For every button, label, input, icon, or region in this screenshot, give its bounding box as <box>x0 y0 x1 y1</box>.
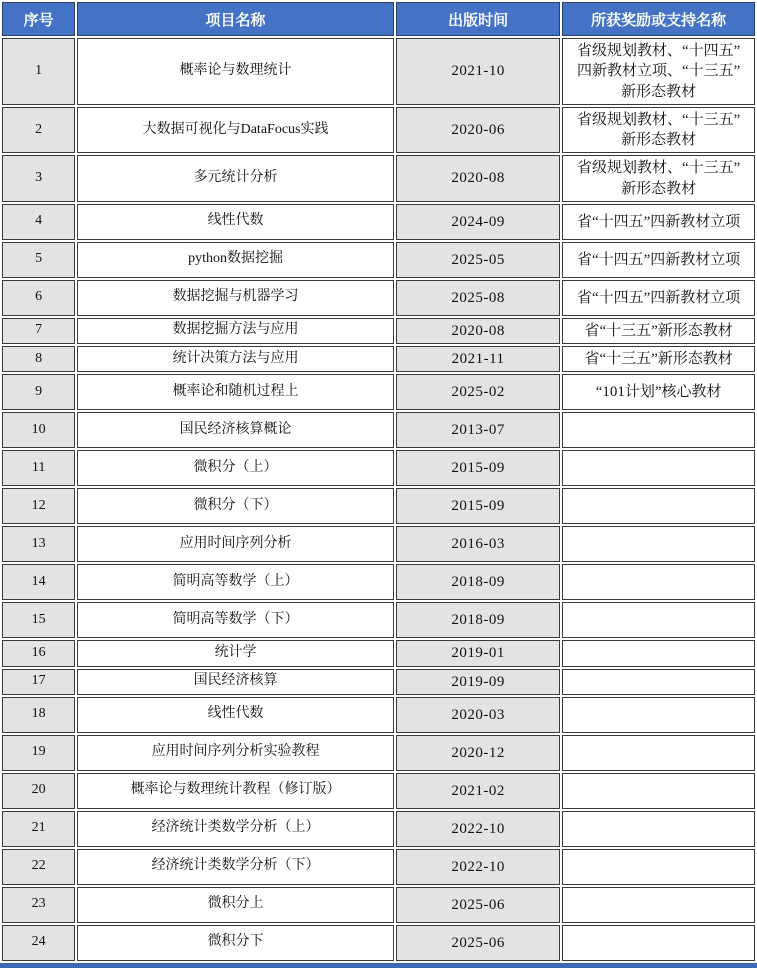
cell-award: 省“十三五”新形态教材 <box>562 318 755 344</box>
table-row <box>2 735 755 771</box>
table-row <box>2 811 755 847</box>
table-row <box>2 412 755 448</box>
cell-publish-date: 2025-06 <box>396 925 560 961</box>
cell-publish-date: 2020-03 <box>396 697 560 733</box>
table-row <box>2 346 755 372</box>
cell-project-name: 概率论与数理统计教程（修订版） <box>77 773 394 809</box>
cell-publish-date: 2019-09 <box>396 669 560 695</box>
cell-publish-date: 2022-10 <box>396 811 560 847</box>
cell-project-name: 多元统计分析 <box>77 155 394 202</box>
cell-award <box>562 669 755 695</box>
partial-next-row-bar <box>0 963 757 968</box>
cell-index: 2 <box>2 107 75 154</box>
cell-publish-date: 2018-09 <box>396 602 560 638</box>
cell-publish-date: 2020-12 <box>396 735 560 771</box>
cell-index: 7 <box>2 318 75 344</box>
table-row <box>2 887 755 923</box>
cell-project-name: 微积分上 <box>77 887 394 923</box>
table-row <box>2 925 755 961</box>
table-row <box>2 640 755 666</box>
cell-publish-date: 2020-06 <box>396 107 560 154</box>
cell-index: 20 <box>2 773 75 809</box>
cell-index: 12 <box>2 488 75 524</box>
header-index: 序号 <box>2 2 75 36</box>
cell-project-name: 线性代数 <box>77 697 394 733</box>
cell-index: 10 <box>2 412 75 448</box>
cell-project-name: 大数据可视化与DataFocus实践 <box>77 107 394 154</box>
cell-index: 13 <box>2 526 75 562</box>
cell-project-name: 简明高等数学（上） <box>77 564 394 600</box>
cell-project-name: 国民经济核算 <box>77 669 394 695</box>
cell-index: 16 <box>2 640 75 666</box>
cell-publish-date: 2015-09 <box>396 450 560 486</box>
cell-project-name: 经济统计类数学分析（上） <box>77 811 394 847</box>
table-row <box>2 669 755 695</box>
cell-project-name: 统计决策方法与应用 <box>77 346 394 372</box>
cell-publish-date: 2016-03 <box>396 526 560 562</box>
cell-award <box>562 849 755 885</box>
table-row <box>2 155 755 202</box>
cell-index: 9 <box>2 374 75 410</box>
table-row <box>2 849 755 885</box>
cell-award <box>562 887 755 923</box>
cell-publish-date: 2024-09 <box>396 204 560 240</box>
cell-award: 省“十四五”四新教材立项 <box>562 242 755 278</box>
cell-award <box>562 640 755 666</box>
cell-project-name: 应用时间序列分析实验教程 <box>77 735 394 771</box>
header-project-name: 项目名称 <box>77 2 394 36</box>
cell-index: 23 <box>2 887 75 923</box>
cell-index: 4 <box>2 204 75 240</box>
cell-publish-date: 2013-07 <box>396 412 560 448</box>
cell-index: 3 <box>2 155 75 202</box>
cell-index: 5 <box>2 242 75 278</box>
table-row <box>2 38 755 105</box>
table-body <box>2 38 755 961</box>
cell-publish-date: 2025-05 <box>396 242 560 278</box>
cell-project-name: 简明高等数学（下） <box>77 602 394 638</box>
cell-award <box>562 488 755 524</box>
cell-award: 省级规划教材、“十三五”新形态教材 <box>562 107 755 154</box>
cell-publish-date: 2021-11 <box>396 346 560 372</box>
cell-award: “101计划”核心教材 <box>562 374 755 410</box>
cell-index: 15 <box>2 602 75 638</box>
cell-project-name: 数据挖掘与机器学习 <box>77 280 394 316</box>
cell-award: 省级规划教材、“十三五”新形态教材 <box>562 155 755 202</box>
cell-index: 21 <box>2 811 75 847</box>
cell-award <box>562 602 755 638</box>
table-row <box>2 488 755 524</box>
cell-award: 省“十四五”四新教材立项 <box>562 280 755 316</box>
table-row <box>2 602 755 638</box>
table-row <box>2 773 755 809</box>
table-row <box>2 318 755 344</box>
cell-award <box>562 564 755 600</box>
cell-project-name: 概率论与数理统计 <box>77 38 394 105</box>
cell-award: 省“十三五”新形态教材 <box>562 346 755 372</box>
cell-index: 1 <box>2 38 75 105</box>
cell-publish-date: 2015-09 <box>396 488 560 524</box>
cell-index: 17 <box>2 669 75 695</box>
cell-project-name: 统计学 <box>77 640 394 666</box>
table-row <box>2 374 755 410</box>
cell-award <box>562 925 755 961</box>
cell-award <box>562 811 755 847</box>
cell-publish-date: 2025-02 <box>396 374 560 410</box>
table-row <box>2 450 755 486</box>
cell-project-name: 微积分（下） <box>77 488 394 524</box>
table-header-row <box>2 2 755 36</box>
cell-project-name: 微积分（上） <box>77 450 394 486</box>
table-row <box>2 697 755 733</box>
table-row <box>2 204 755 240</box>
cell-project-name: 经济统计类数学分析（下） <box>77 849 394 885</box>
table-row <box>2 526 755 562</box>
cell-index: 24 <box>2 925 75 961</box>
cell-publish-date: 2022-10 <box>396 849 560 885</box>
cell-index: 18 <box>2 697 75 733</box>
cell-project-name: 数据挖掘方法与应用 <box>77 318 394 344</box>
cell-award <box>562 450 755 486</box>
cell-publish-date: 2020-08 <box>396 318 560 344</box>
cell-project-name: 概率论和随机过程上 <box>77 374 394 410</box>
header-publish-date: 出版时间 <box>396 2 560 36</box>
header-award: 所获奖励或支持名称 <box>562 2 755 36</box>
cell-publish-date: 2021-02 <box>396 773 560 809</box>
cell-award: 省“十四五”四新教材立项 <box>562 204 755 240</box>
cell-index: 14 <box>2 564 75 600</box>
cell-publish-date: 2019-01 <box>396 640 560 666</box>
cell-publish-date: 2020-08 <box>396 155 560 202</box>
table-row <box>2 280 755 316</box>
cell-index: 8 <box>2 346 75 372</box>
cell-project-name: 应用时间序列分析 <box>77 526 394 562</box>
cell-publish-date: 2025-06 <box>396 887 560 923</box>
table-row <box>2 564 755 600</box>
cell-index: 22 <box>2 849 75 885</box>
cell-project-name: 线性代数 <box>77 204 394 240</box>
cell-project-name: python数据挖掘 <box>77 242 394 278</box>
table-row <box>2 242 755 278</box>
cell-publish-date: 2025-08 <box>396 280 560 316</box>
cell-index: 11 <box>2 450 75 486</box>
cell-index: 6 <box>2 280 75 316</box>
cell-publish-date: 2018-09 <box>396 564 560 600</box>
cell-publish-date: 2021-10 <box>396 38 560 105</box>
cell-project-name: 国民经济核算概论 <box>77 412 394 448</box>
cell-award <box>562 412 755 448</box>
cell-award <box>562 773 755 809</box>
cell-index: 19 <box>2 735 75 771</box>
cell-award: 省级规划教材、“十四五”四新教材立项、“十三五”新形态教材 <box>562 38 755 105</box>
table-row <box>2 107 755 154</box>
cell-award <box>562 697 755 733</box>
cell-project-name: 微积分下 <box>77 925 394 961</box>
cell-award <box>562 526 755 562</box>
cell-award <box>562 735 755 771</box>
